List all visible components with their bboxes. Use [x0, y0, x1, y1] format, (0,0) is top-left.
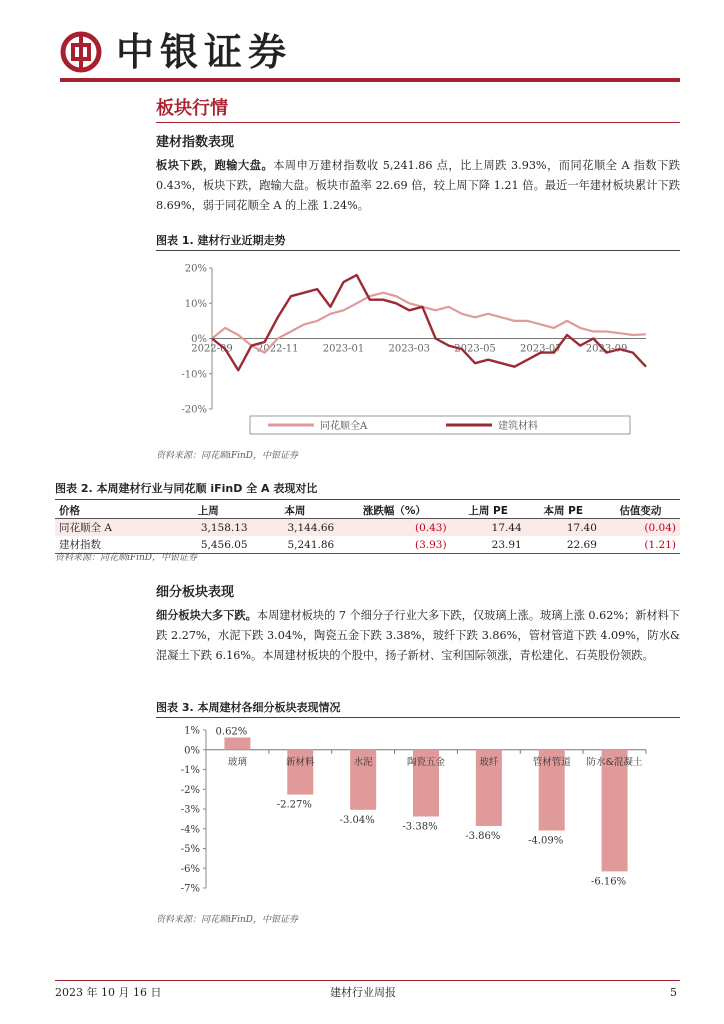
- fig2-rule: [55, 499, 680, 500]
- footer-doc-title: 建材行业周报: [330, 986, 396, 999]
- footer-date: 2023 年 10 月 16 日: [55, 986, 162, 999]
- fig1-title: 图表 1. 建材行业近期走势: [156, 234, 286, 247]
- table-header-cell: 上周: [165, 502, 252, 519]
- fig1-source: 资料来源：同花顺iFinD，中银证券: [156, 451, 299, 461]
- bar: [602, 750, 628, 872]
- index-perf-lead: 板块下跌，跑输大盘。: [156, 159, 274, 172]
- table-cell: 23.91: [491, 538, 522, 551]
- y-tick-label: 1%: [184, 725, 200, 737]
- y-tick-label: -10%: [181, 369, 207, 381]
- y-tick-label: -1%: [180, 765, 200, 776]
- sub-perf-paragraph: [156, 606, 680, 666]
- x-tick-label: 2022-09: [191, 343, 233, 355]
- category-label: 陶瓷五金: [406, 756, 446, 768]
- table-cell: 5,241.86: [287, 538, 335, 551]
- y-tick-label: -20%: [181, 404, 207, 416]
- table-cell: 17.44: [451, 519, 526, 537]
- table-row: [55, 519, 680, 537]
- category-label: 玻纤: [479, 756, 499, 768]
- y-tick-label: -4%: [180, 824, 200, 836]
- table-header-cell: 价格: [55, 502, 165, 519]
- value-label: -4.09%: [528, 835, 564, 847]
- x-tick-label: 2023-01: [322, 343, 365, 355]
- x-tick-label: 2023-09: [585, 343, 628, 355]
- table-cell: (1.21): [644, 538, 676, 551]
- category-label: 水泥: [353, 756, 373, 768]
- fig2-source: 资料来源：同花顺iFinD，中银证券: [55, 553, 198, 563]
- table-cell: 5,456.05: [200, 538, 248, 551]
- fig1-rule: [156, 250, 680, 251]
- category-label: 防水&混凝土: [586, 756, 643, 768]
- y-tick-label: -3%: [180, 804, 200, 816]
- fig1-line-chart: [156, 254, 680, 444]
- y-tick-label: -2%: [180, 784, 200, 796]
- brand-name: 中银证券: [116, 30, 293, 74]
- x-tick-label: 2023-07: [520, 343, 562, 355]
- series-line-building-materials: [212, 275, 646, 370]
- category-label: 玻璃: [227, 756, 247, 768]
- x-tick-label: 2023-03: [388, 343, 431, 355]
- legend-label: 建筑材料: [498, 421, 538, 432]
- y-tick-label: -6%: [180, 863, 200, 875]
- value-label: -3.86%: [465, 830, 501, 842]
- y-tick-label: -7%: [180, 883, 200, 895]
- value-label: -6.16%: [590, 876, 627, 888]
- table-cell: 3,158.13: [165, 519, 252, 537]
- comparison-table: [55, 502, 680, 554]
- header-rule: [60, 78, 680, 82]
- fig3-rule: [156, 717, 680, 718]
- legend-label: 同花顺全A: [320, 421, 368, 432]
- footer-rule: [55, 980, 680, 981]
- y-tick-label: 0%: [184, 745, 200, 757]
- category-label: 管材管道: [532, 756, 571, 768]
- value-label: -3.38%: [402, 821, 438, 833]
- table-cell: 同花顺全 A: [55, 519, 165, 537]
- table-header-row: [55, 502, 680, 519]
- value-label: -3.04%: [339, 814, 375, 826]
- page-number: 5: [670, 986, 677, 999]
- table-header-cell: 估值变动: [601, 502, 680, 519]
- table-cell: (0.43): [338, 519, 450, 537]
- y-tick-label: -5%: [180, 844, 200, 855]
- y-tick-label: 20%: [184, 263, 207, 275]
- table-header-cell: 涨跌幅（%）: [338, 502, 450, 519]
- table-header-cell: 本周 PE: [526, 502, 601, 519]
- table-header-cell: 本周: [252, 502, 339, 519]
- index-perf-paragraph: [156, 156, 680, 216]
- section-title: 板块行情: [156, 98, 228, 119]
- y-tick-label: 0%: [191, 334, 207, 345]
- category-label: 新材料: [286, 756, 315, 768]
- bar: [224, 738, 250, 750]
- fig3-bar-chart: [156, 720, 680, 910]
- table-cell: (3.93): [414, 538, 447, 551]
- boc-logo-icon: [60, 31, 102, 73]
- y-tick-label: 10%: [184, 298, 207, 310]
- table-cell: (0.04): [601, 519, 680, 537]
- fig3-title: 图表 3. 本周建材各细分板块表现情况: [156, 701, 341, 714]
- table-cell: 22.69: [566, 538, 597, 551]
- table-cell: 3,144.66: [252, 519, 339, 537]
- x-tick-label: 2023-05: [454, 343, 496, 355]
- table-header-cell: 上周 PE: [451, 502, 526, 519]
- table-cell: 17.40: [526, 519, 601, 537]
- table-cell: 建材指数: [59, 539, 101, 551]
- value-label: 0.62%: [215, 726, 248, 738]
- index-perf-heading: 建材指数表现: [156, 135, 235, 150]
- index-perf-body: 本周申万建材指数收 5,241.86 点，比上周跌 3.93%，而同花顺全 A 指数下跌 0.43%，板块下跌，跑输大盘。板块市盈率 22.69 倍，较上周下降 1.21 倍。最近一年建材板块累计下跌 8.69%，弱于同花顺全 A 的上涨 1.24%。: [156, 159, 680, 212]
- fig3-source: 资料来源：同花顺iFinD，中银证券: [156, 915, 299, 925]
- sub-perf-body: 本周建材板块的 7 个细分子行业大多下跌，仅玻璃上涨。玻璃上涨 0.62%；新材料下跌 2.27%，水泥下跌 3.04%，陶瓷五金下跌 3.38%，玻纤下跌 3.86%，管材管道下跌 4.09%，防水&混凝土下跌 6.16%。本周建材板块的个股中，扬子新材、宝利国际领涨，青松建化、石英股份领跌。: [156, 609, 680, 662]
- section-rule: [156, 122, 680, 123]
- x-tick-label: 2022-11: [256, 343, 299, 355]
- fig2-title: 图表 2. 本周建材行业与同花顺 iFinD 全 A 表现对比: [55, 482, 318, 495]
- sub-perf-lead: 细分板块大多下跌。: [156, 609, 257, 622]
- sub-perf-heading: 细分板块表现: [156, 585, 235, 600]
- value-label: -2.27%: [276, 799, 312, 811]
